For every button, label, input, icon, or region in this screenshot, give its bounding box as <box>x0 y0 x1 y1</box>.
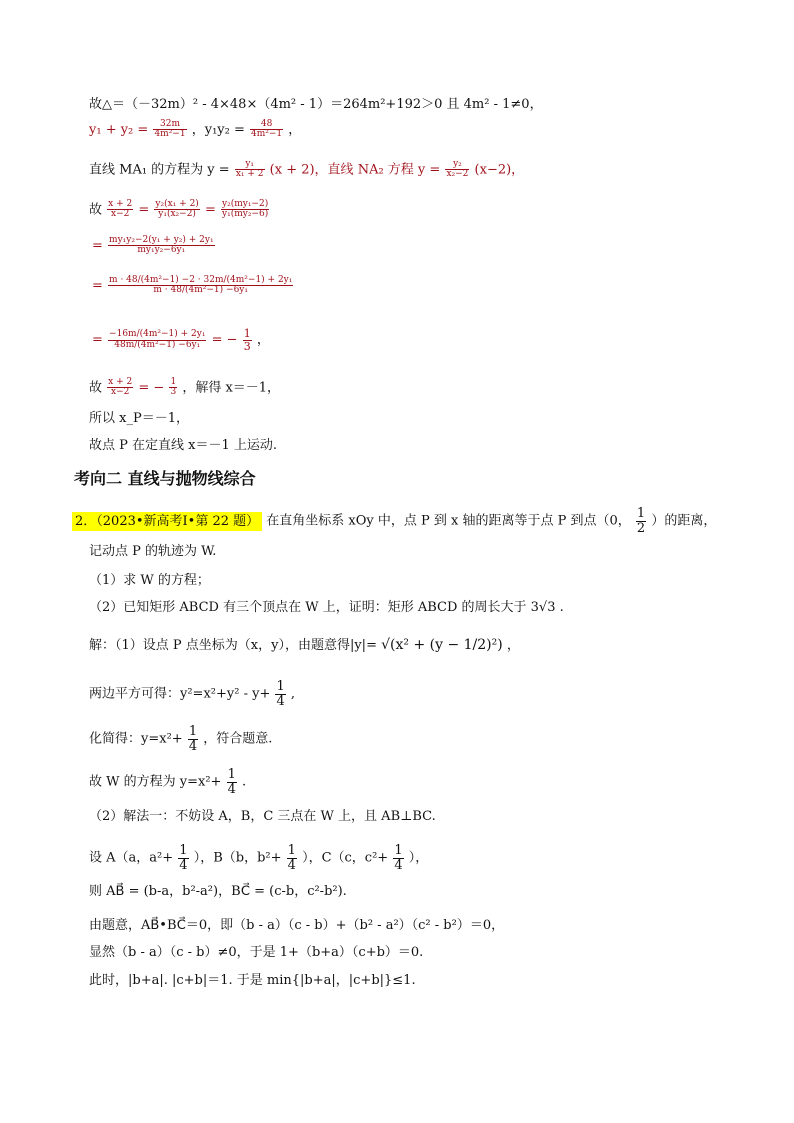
line-equations <box>89 160 524 180</box>
step-line-6 <box>92 276 294 296</box>
sol3-text: 化简得：y=x²+ <box>89 731 183 747</box>
quarter-fraction: $\frac{1}{4}$ <box>179 843 188 873</box>
equals: = <box>92 238 103 254</box>
solution-line-8: 由题意，AB⃗•BC⃗＝0，即（b - a）（c - b）+（b² - a²）（c² - b²）＝0， <box>89 918 505 933</box>
problem-source-tag: 2．（2023•新高考Ⅰ•第 22 题） <box>72 512 262 531</box>
ratio-line <box>89 200 270 220</box>
vieta-line <box>89 120 301 140</box>
step-fraction-7: $\frac{\text{−16m/(4m²−1) + 2y₁}}{\text{48m/(4m²−1) −6y₁}}$ <box>109 329 206 350</box>
solution-line-7: 则 AB⃗ = (b-a，b²-a²)，BC⃗ = (c-b，c²-b²). <box>89 884 347 899</box>
delta-line: 故△＝（－32m）² - 4×48×（4m² - 1）＝264m²+192＞0 且 4m² - 1≠0， <box>89 97 543 112</box>
point-b: ），B（b，b²+ <box>193 850 282 866</box>
minus: − <box>226 332 238 348</box>
step-line-7: = $\frac{\text{−16m/(4m²−1) + 2y₁}}{\text{48m/(4m²−1) −6y₁}}$ = − $\frac{1}{3}$ ， <box>92 327 270 353</box>
sum-label: y₁ + y₂ = <box>89 122 149 138</box>
solve-line <box>89 378 280 398</box>
sum-fraction: $\frac{32m}{\text{4m²−1}}$ <box>154 119 186 140</box>
prod-label: ，y₁y₂ = <box>191 122 245 138</box>
xp-line: 所以 x_P＝－1， <box>89 411 189 426</box>
ratio-prefix: 故 <box>89 202 103 218</box>
solution-line-1 <box>89 636 520 655</box>
prod-fraction: $\frac{48}{\text{4m²−1}}$ <box>251 119 283 140</box>
equals: = <box>138 202 150 218</box>
solution-line-9: 显然（b - a）（c - b）≠0，于是 1+（b+a）（c+b）＝0. <box>89 945 424 960</box>
step-fraction-6: $\frac{\text{m · 48/(4m²−1) −2 · 32m/(4m²−1) + 2y₁}}{\text{m · 48/(4m²−1) −6y₁}}$ <box>109 275 293 296</box>
half-fraction: $\frac{1}{2}$ <box>636 506 646 536</box>
point-end: ）， <box>408 850 429 866</box>
ratio-fraction-2: $\frac{\text{y₂(x₁ + 2)}}{\text{y₁(x₂−2)}}$ <box>155 199 199 220</box>
sol3-end: ，符合题意. <box>203 731 273 747</box>
problem-line <box>72 507 716 535</box>
equals: = <box>211 332 223 348</box>
conclusion-line: 故点 P 在定直线 x＝－1 上运动. <box>89 438 278 453</box>
solve-equals: = − <box>138 380 165 396</box>
punct: ， <box>288 122 302 138</box>
na2-fraction: $\frac{\text{y₂}}{\text{x₂−2}}$ <box>446 159 469 180</box>
sol2-end: , <box>290 686 296 702</box>
step-line-5 <box>92 236 216 256</box>
quarter-fraction: $\frac{1}{4}$ <box>394 843 403 873</box>
sol2-text: 两边平方可得：y²=x²+y² - y+ <box>89 686 271 702</box>
problem-text-end: ）的距离， <box>651 513 717 529</box>
ma1-fraction: $\frac{\text{y₁}}{\text{x₁ + 2}}$ <box>235 159 264 180</box>
quarter-fraction: $\frac{1}{4}$ <box>227 767 236 797</box>
ma1-label: 直线 MA₁ 的方程为 y = <box>89 162 230 178</box>
equals: = <box>204 202 216 218</box>
solve-prefix: 故 <box>89 380 103 396</box>
result-fraction: $\frac{1}{3}$ <box>243 327 251 353</box>
ratio-fraction-1: $\frac{x + 2}{x-2}$ <box>108 199 133 220</box>
solution-line-6 <box>89 844 428 872</box>
sol4-text: 故 W 的方程为 y=x²+ <box>89 774 222 790</box>
solve-third: $\frac{1}{3}$ <box>170 377 177 398</box>
quarter-fraction: $\frac{1}{4}$ <box>287 843 296 873</box>
problem-line-2: 记动点 P 的轨迹为 W. <box>89 544 217 559</box>
problem-text: 在直角坐标系 xOy 中，点 P 到 x 轴的距离等于点 P 到点（0， <box>266 513 631 529</box>
sol4-end: . <box>242 774 247 790</box>
quarter-fraction: $\frac{1}{4}$ <box>188 724 198 754</box>
na2-label: (x + 2)，直线 NA₂ 方程 y = <box>269 162 441 178</box>
sol1-end: ， <box>506 638 520 653</box>
solution-line-5: （2）解法一：不妨设 A，B，C 三点在 W 上，且 AB⊥BC. <box>89 809 436 824</box>
sqrt-expression: √(x² + (y − 1/2)²) <box>381 637 503 653</box>
point-a: 设 A（a，a²+ <box>89 850 174 866</box>
solve-tail: ，解得 x＝－1， <box>182 380 281 396</box>
quarter-fraction: $\frac{1}{4}$ <box>276 679 285 709</box>
solution-line-2 <box>89 680 295 708</box>
equals: = <box>92 332 103 348</box>
na2-tail: (x−2)， <box>474 162 525 178</box>
solution-line-10: 此时，|b+a|. |c+b|＝1. 于是 min{|b+a|，|c+b|}≤1. <box>89 973 416 988</box>
solution-line-4 <box>89 768 246 796</box>
solution-line-3 <box>89 725 272 753</box>
ratio-fraction-3: $\frac{\text{y₂(my₁−2)}}{\text{y₁(my₂−6)}}$ <box>222 199 269 220</box>
sol1-text: 解：（1）设点 P 点坐标为（x，y），由题意得|y|= <box>89 638 377 653</box>
question-1: （1）求 W 的方程； <box>89 573 210 588</box>
equals: = <box>92 278 103 294</box>
solve-fraction: $\frac{x + 2}{x-2}$ <box>108 377 133 398</box>
point-c: ），C（c，c²+ <box>302 850 389 866</box>
step-fraction-5: $\frac{\text{my₁y₂−2(y₁ + y₂) + 2y₁}}{\text{my₁y₂−6y₁}}$ <box>109 235 214 256</box>
question-2: （2）已知矩形 ABCD 有三个顶点在 W 上，证明：矩形 ABCD 的周长大于 3√3 . <box>89 600 564 615</box>
section-heading: 考向二 直线与抛物线综合 <box>74 469 256 488</box>
